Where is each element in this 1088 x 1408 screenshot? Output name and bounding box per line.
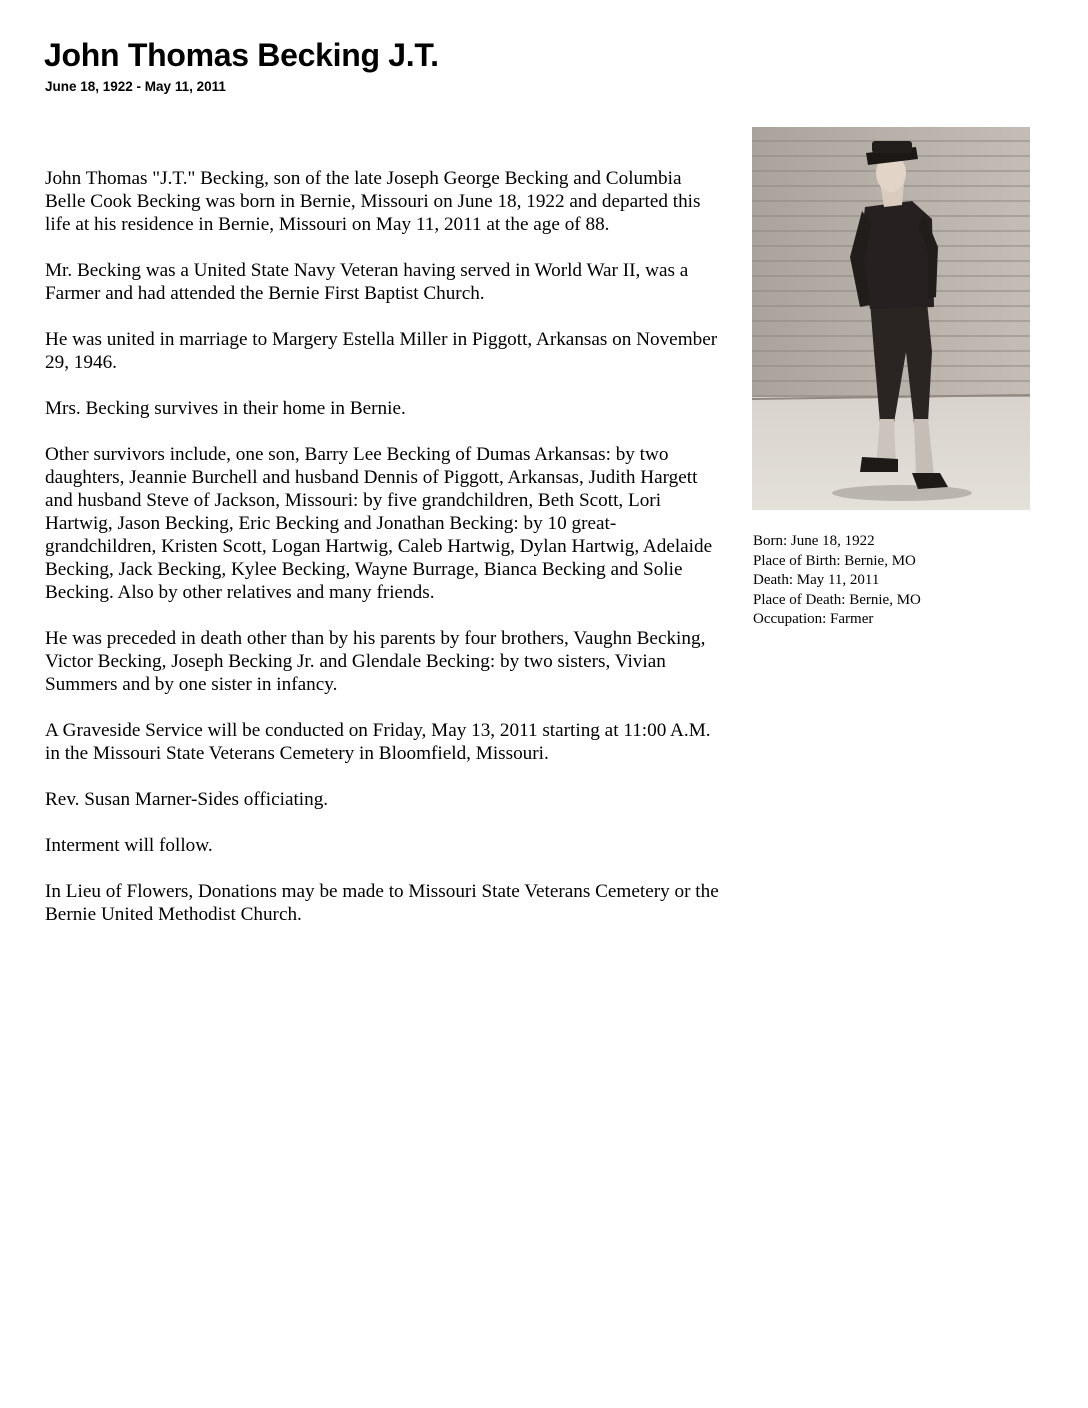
place-of-death-fact: Place of Death: Bernie, MO <box>753 591 921 608</box>
obituary-paragraph: Other survivors include, one son, Barry Lee Becking of Dumas Arkansas: by two daughters, Jeannie Burchell and husband Dennis of Piggott, Arkansas, Judith Hargett and husband Steve of Jackson, Missouri: by five grandchildren, Beth Scott, Lori Hartwig, Jason Becking, Eric Becking and Jonathan Becking: by 10 great-grandchildren, Kristen Scott, Logan Hartwig, Caleb Hartwig, Dylan Hartwig, Adelaide Becking, Jack Becking, Kylee Becking, Wayne Burrage, Bianca Becking and Solie Becking. Also by other relatives and many friends. <box>45 444 713 603</box>
obituary-paragraph: John Thomas "J.T." Becking, son of the late Joseph George Becking and Columbia Belle Cook Becking was born in Bernie, Missouri on June 18, 1922 and departed this life at his residence in Bernie, Missouri on May 11, 2011 at the age of 88. <box>45 168 701 235</box>
death-fact: Death: May 11, 2011 <box>753 572 880 588</box>
obituary-paragraph: A Graveside Service will be conducted on Friday, May 13, 2011 starting at 11:00 A.M. in the Missouri State Veterans Cemetery in Bloomfield, Missouri. <box>45 720 711 764</box>
obituary-text <box>45 167 721 949</box>
obituary-paragraph: Mr. Becking was a United State Navy Veteran having served in World War II, was a Farmer and had attended the Bernie First Baptist Church. <box>45 260 689 304</box>
obituary-paragraph: He was preceded in death other than by his parents by four brothers, Vaughn Becking, Victor Becking, Joseph Becking Jr. and Glendale Becking: by two sisters, Vivian Summers and by one sister in infancy. <box>45 628 706 695</box>
place-of-birth-fact: Place of Birth: Bernie, MO <box>753 552 916 569</box>
portrait-photo <box>752 127 1030 510</box>
obituary-paragraph: He was united in marriage to Margery Estella Miller in Piggott, Arkansas on November 29, 1946. <box>45 329 718 373</box>
life-dates: June 18, 1922 - May 11, 2011 <box>45 79 226 94</box>
occupation-fact: Occupation: Farmer <box>753 611 874 627</box>
obituary-paragraph: Mrs. Becking survives in their home in Bernie. <box>45 398 406 419</box>
obituary-paragraph: Interment will follow. <box>45 835 213 856</box>
vital-facts <box>753 532 921 630</box>
obituary-paragraph: In Lieu of Flowers, Donations may be made to Missouri State Veterans Cemetery or the Bernie United Methodist Church. <box>45 881 719 925</box>
born-fact: Born: June 18, 1922 <box>753 533 875 549</box>
obituary-paragraph: Rev. Susan Marner-Sides officiating. <box>45 789 329 810</box>
page-title: John Thomas Becking J.T. <box>44 37 439 73</box>
